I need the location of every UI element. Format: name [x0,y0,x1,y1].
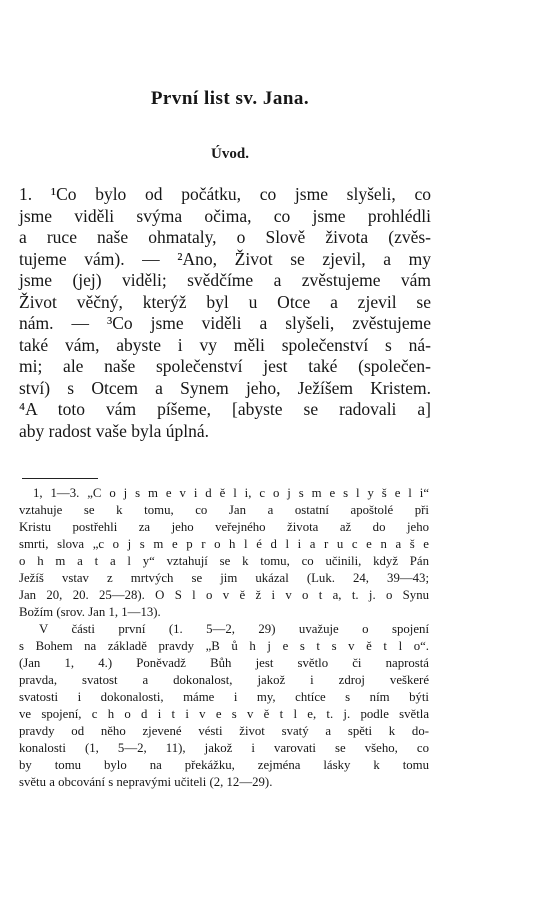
main-text-line: a ruce naše ohmataly, o Slově života (zvěs- [19,227,431,247]
main-text-line: nám. — ³Co jsme viděli a slyšeli, zvěstujeme [19,313,431,333]
footnote-line: s Bohem na základě pravdy „B ů h j e s t s v ě t l o“. [19,639,429,653]
footnote-line: smrti, slova „c o j s m e p r o h l é d l i a r u c e n a š e [19,537,429,551]
page-title: První list sv. Jana. [150,88,310,109]
main-text-line: mi; ale naše společenství jest také (společen- [19,356,431,376]
footnotes [19,485,429,791]
footnote-line: svatosti i dokonalosti, máme i my, chtíce s ním býti [19,690,429,704]
footnote-line: Ježíš vstav z mrtvých se jim ukázal (Luk. 24, 39—43; [19,571,429,585]
footnote-line: pravda, svatost a dokonalost, jakož i zdroj veškeré [19,673,429,687]
footnote-line: ve spojení, c h o d i t i v e s v ě t l e, t. j. podle světla [19,707,429,721]
main-text-line: aby radost vaše byla úplná. [19,420,210,441]
footnote-line: V části první (1. 5—2, 29) uvažuje o spojení [39,622,429,636]
footnote-line: Jan 20, 20. 25—28). O S l o v ě ž i v o t a, t. j. o Synu [19,588,429,602]
main-text-line: ⁴A toto vám píšeme, [abyste se radovali a] [19,399,431,419]
main-text-line: ství) s Otcem a Synem jeho, Ježíšem Kristem. [19,377,431,398]
main-text-line: 1. ¹Co bylo od počátku, co jsme slyšeli, co [19,184,431,204]
footnote-line: pravdy od něho zjevené vésti život svatý a spěti k do- [19,724,429,738]
footnote-line: o h m a t a l y“ vztahují se k tomu, co učinili, když Pán [19,554,429,568]
footnote-line: by tomu bylo na překážku, zejména lásky k tomu [19,758,429,772]
footnote-line: 1, 1—3. „C o j s m e v i d ě l i, c o j s m e s l y š e l i“ [33,486,429,500]
main-text-line: Život věčný, kterýž byl u Otce a zjevil se [19,291,431,312]
footnote-line: Božím (srov. Jan 1, 1—13). [19,605,161,619]
main-text-line: jsme (jej) viděli; svědčíme a zvěstujeme vám [19,270,431,290]
footnote-divider [22,478,98,479]
footnote-line: (Jan 1, 4.) Poněvadž Bůh jest světlo či naprostá [19,656,429,670]
footnote-line: světu a obcování s nepravými učiteli (2, 12—29). [19,775,273,789]
main-text-line: také vám, abyste i vy měli společenství s ná- [19,334,431,355]
footnote-line: Kristu postřehli za jeho veřejného života až do jeho [19,520,429,534]
section-heading: Úvod. [211,146,249,162]
footnote-line: konalosti (1, 5—2, 11), jakož i varovati se všeho, co [19,741,429,755]
main-text-line: tujeme vám). — ²Ano, Život se zjevil, a my [19,248,431,269]
footnote-line: vztahuje se k tomu, co Jan a ostatní apoštolé při [19,503,429,517]
main-text [19,184,431,442]
main-text-line: jsme viděli svýma očima, co jsme prohlédli [19,205,431,226]
